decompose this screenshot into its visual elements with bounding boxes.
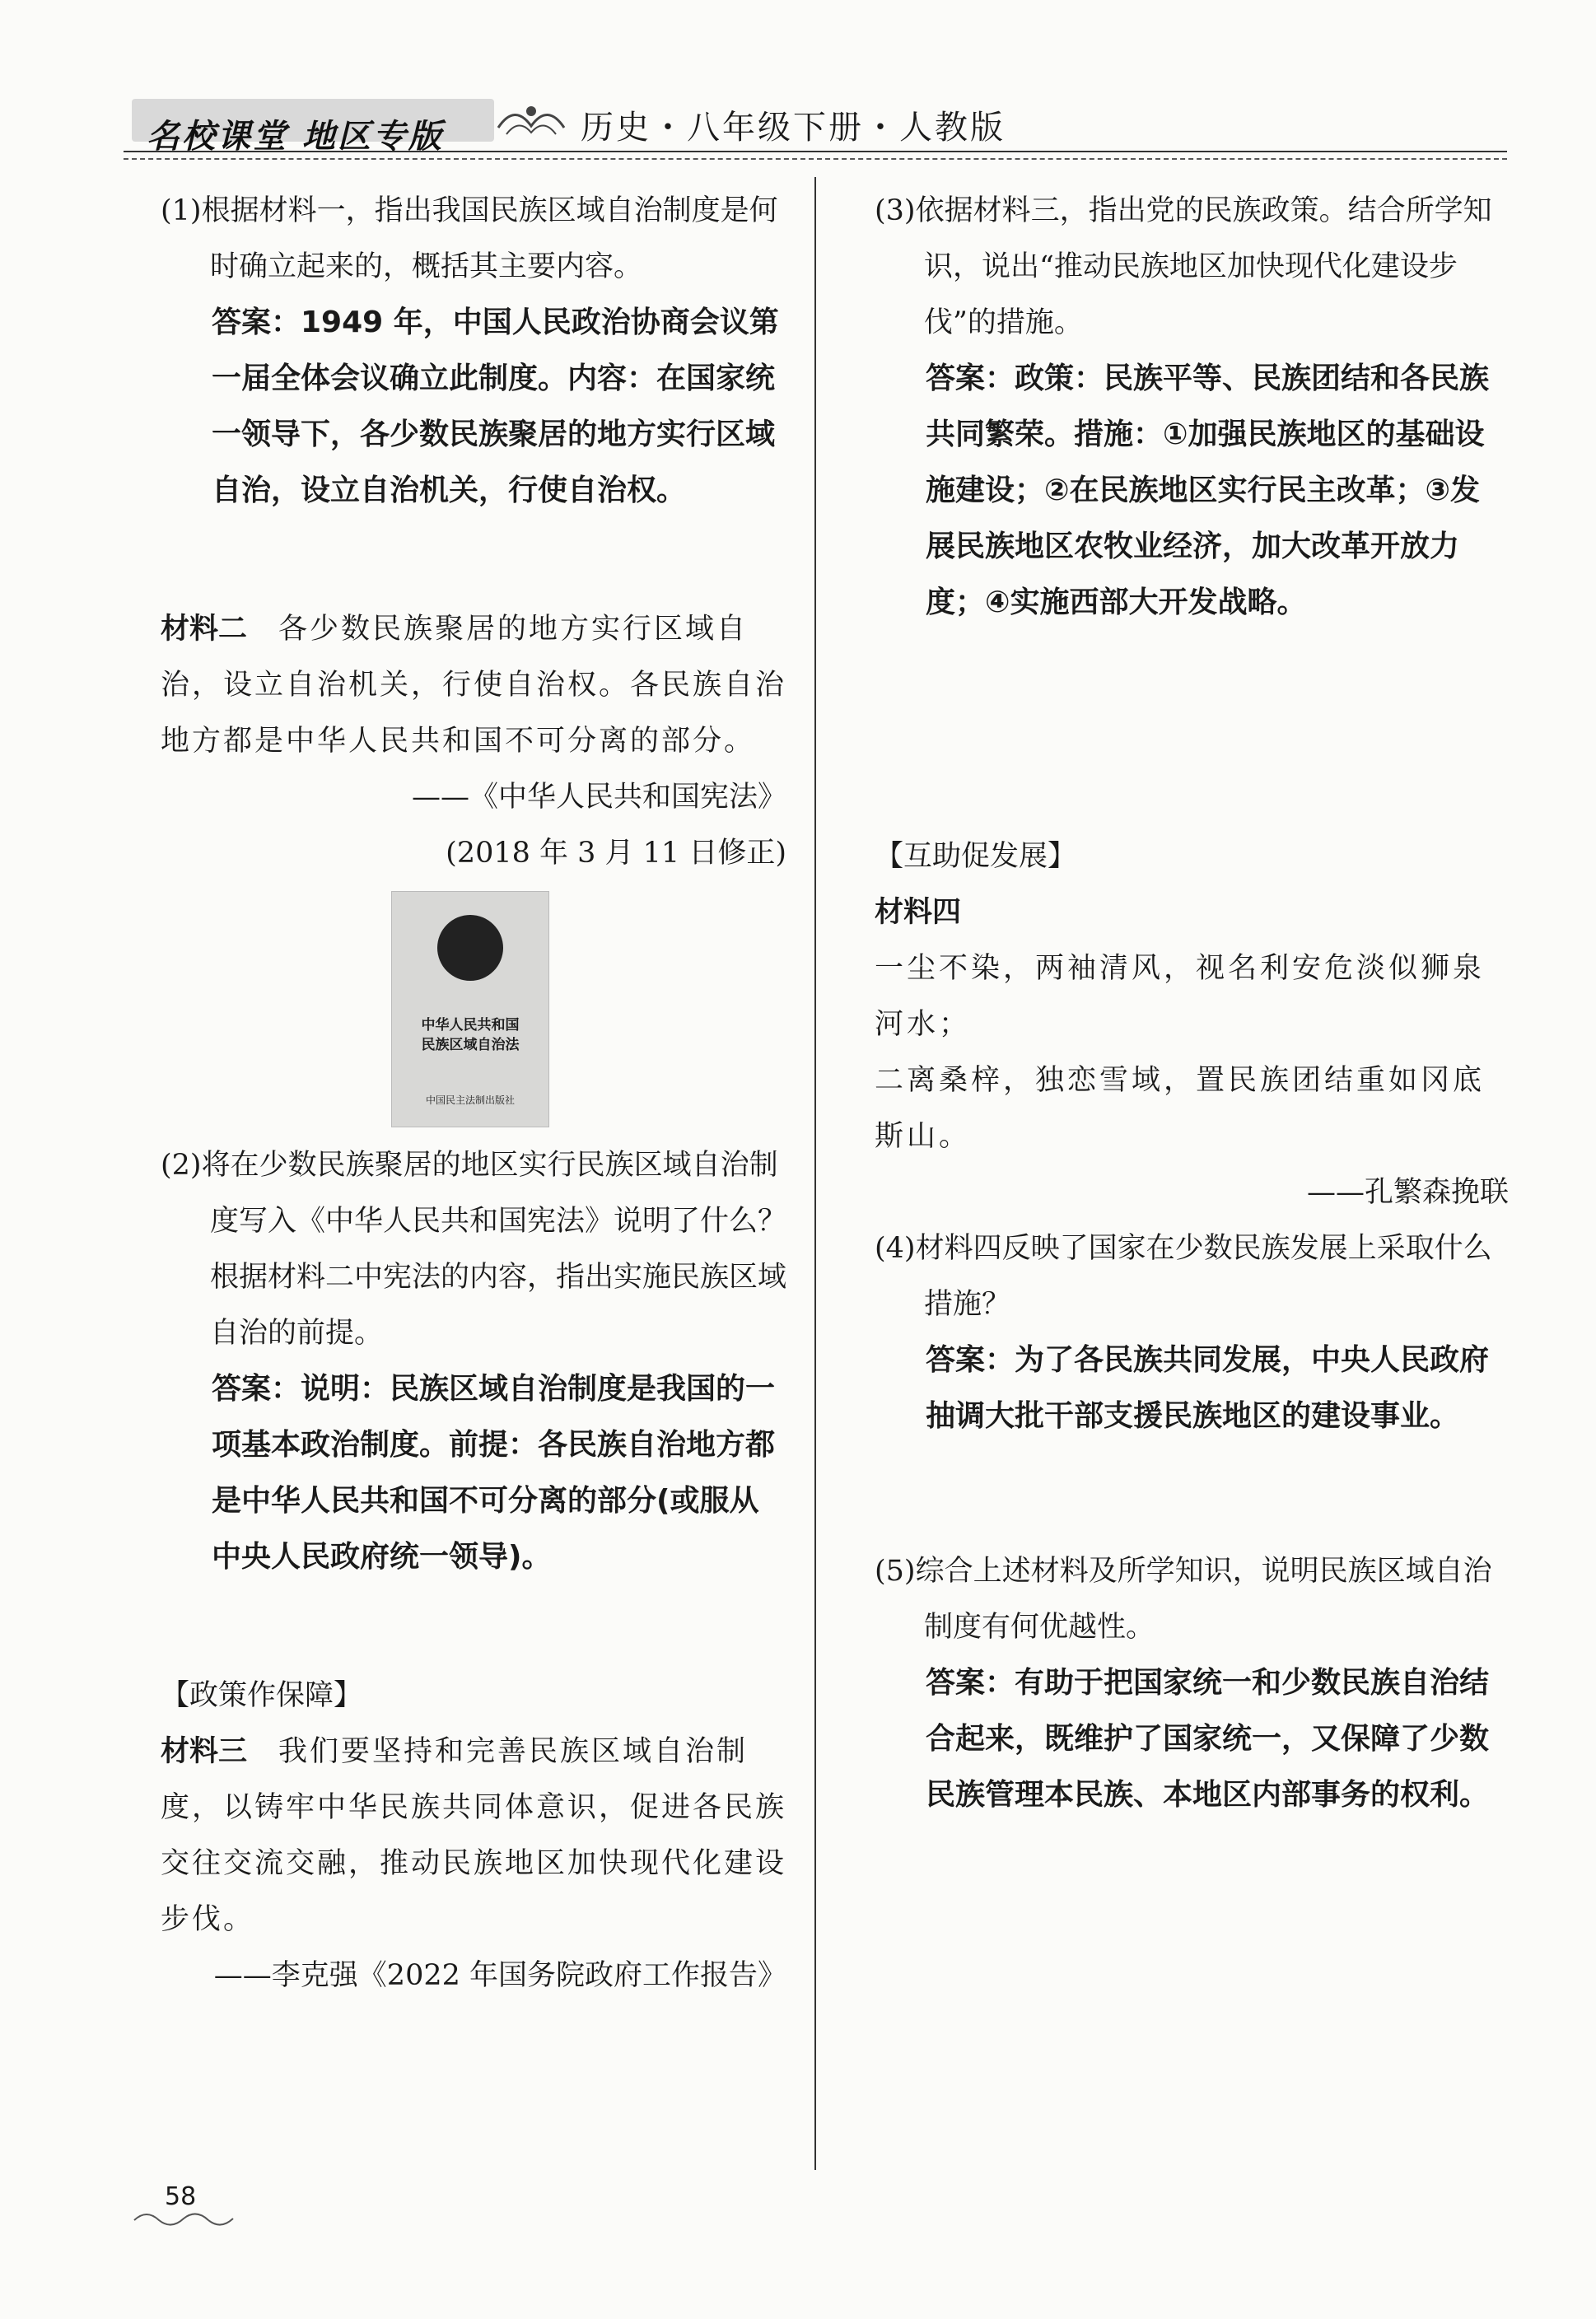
column-divider bbox=[814, 177, 816, 2170]
header-rule bbox=[124, 151, 1507, 152]
material-2-date: (2018 年 3 月 11 日修正) bbox=[446, 837, 786, 870]
answer-5: 答案：有助于把国家统一和少数民族自治结合起来，既维护了国家统一，又保障了少数民族管理本民族、本地区内部事务的权利。 bbox=[926, 1666, 1490, 1812]
book-title bbox=[392, 1015, 548, 1055]
material-4-source: ——孔繁森挽联 bbox=[1306, 1176, 1509, 1209]
question-3: (3)依据材料三，指出党的民族政策。结合所学知识，说出“推动民族地区加快现代化建设步伐”的措施。 bbox=[875, 194, 1492, 339]
right-column bbox=[875, 183, 1509, 1823]
brand-title: 名校课堂 地区专版 bbox=[147, 118, 444, 156]
book-publisher: 中国民主法制出版社 bbox=[425, 1094, 515, 1106]
answer-2: 答案：说明：民族区域自治制度是我国的一项基本政治制度。前提：各民族自治地方都是中华人民共和国不可分离的部分(或服从中央人民政府统一领导)。 bbox=[212, 1372, 776, 1574]
answer-1: 答案：1949 年，中国人民政治协商会议第一届全体会议确立此制度。内容：在国家统一领导下，各少数民族聚居的地方实行区域自治，设立自治机关，行使自治权。 bbox=[212, 306, 779, 507]
answer-4: 答案：为了各民族共同发展，中央人民政府抽调大批干部支援民族地区的建设事业。 bbox=[926, 1343, 1490, 1433]
page-header bbox=[124, 86, 1507, 156]
answer-3: 答案：政策：民族平等、民族团结和各民族共同繁荣。措施：①加强民族地区的基础设施建设；②在民族地区实行民主改革；③发展民族地区农牧业经济，加大改革开放力度；④实施西部大开发战略。 bbox=[926, 362, 1490, 619]
question-2: (2)将在少数民族聚居的地区实行民族区域自治制度写入《中华人民共和国宪法》说明了什么？根据材料二中宪法的内容，指出实施民族区域自治的前提。 bbox=[161, 1149, 787, 1350]
book-title-line-1: 中华人民共和国 bbox=[421, 1017, 520, 1034]
material-2-label: 材料二 bbox=[161, 613, 248, 646]
page-number: 58 bbox=[165, 2182, 197, 2211]
material-3-label: 材料三 bbox=[161, 1735, 248, 1768]
brand-banner bbox=[132, 99, 494, 156]
page-ornament-icon bbox=[130, 2209, 237, 2228]
material-2 bbox=[161, 601, 786, 769]
material-2-source: ——《中华人民共和国宪法》 bbox=[411, 781, 786, 814]
book-title-line-2: 民族区域自治法 bbox=[421, 1037, 520, 1053]
material-3 bbox=[161, 1724, 786, 1948]
section-mutual-aid: 【互助促发展】 bbox=[875, 840, 1077, 873]
wave-ornament-icon bbox=[494, 95, 568, 144]
left-column bbox=[161, 183, 786, 2004]
section-policy-guarantee: 【政策作保障】 bbox=[161, 1679, 363, 1712]
material-2-text: 各少数民族聚居的地方实行区域自治，设立自治机关，行使自治权。各民族自治地方都是中华人民共和国不可分离的部分。 bbox=[161, 613, 787, 758]
material-3-text: 我们要坚持和完善民族区域自治制度，以铸牢中华民族共同体意识，促进各民族交往交流交融，推动民族地区加快现代化建设步伐。 bbox=[161, 1735, 787, 1936]
law-book-cover-image bbox=[391, 891, 549, 1127]
material-4-label: 材料四 bbox=[875, 896, 962, 929]
question-5: (5)综合上述材料及所学知识，说明民族区域自治制度有何优越性。 bbox=[875, 1555, 1492, 1644]
header-dashed-rule bbox=[124, 158, 1507, 160]
material-3-source: ——李克强《2022 年国务院政府工作报告》 bbox=[213, 1959, 786, 1992]
national-emblem-icon bbox=[437, 915, 503, 981]
material-4-line-1: 一尘不染，两袖清风，视名利安危淡似狮泉河水； bbox=[875, 952, 1486, 1041]
subject-title: 历史・八年级下册・人教版 bbox=[581, 109, 1006, 147]
question-4: (4)材料四反映了国家在少数民族发展上采取什么措施？ bbox=[875, 1232, 1492, 1321]
material-4-line-2: 二离桑梓，独恋雪域，置民族团结重如冈底斯山。 bbox=[875, 1064, 1486, 1153]
question-1: (1)根据材料一，指出我国民族区域自治制度是何时确立起来的，概括其主要内容。 bbox=[161, 194, 778, 283]
